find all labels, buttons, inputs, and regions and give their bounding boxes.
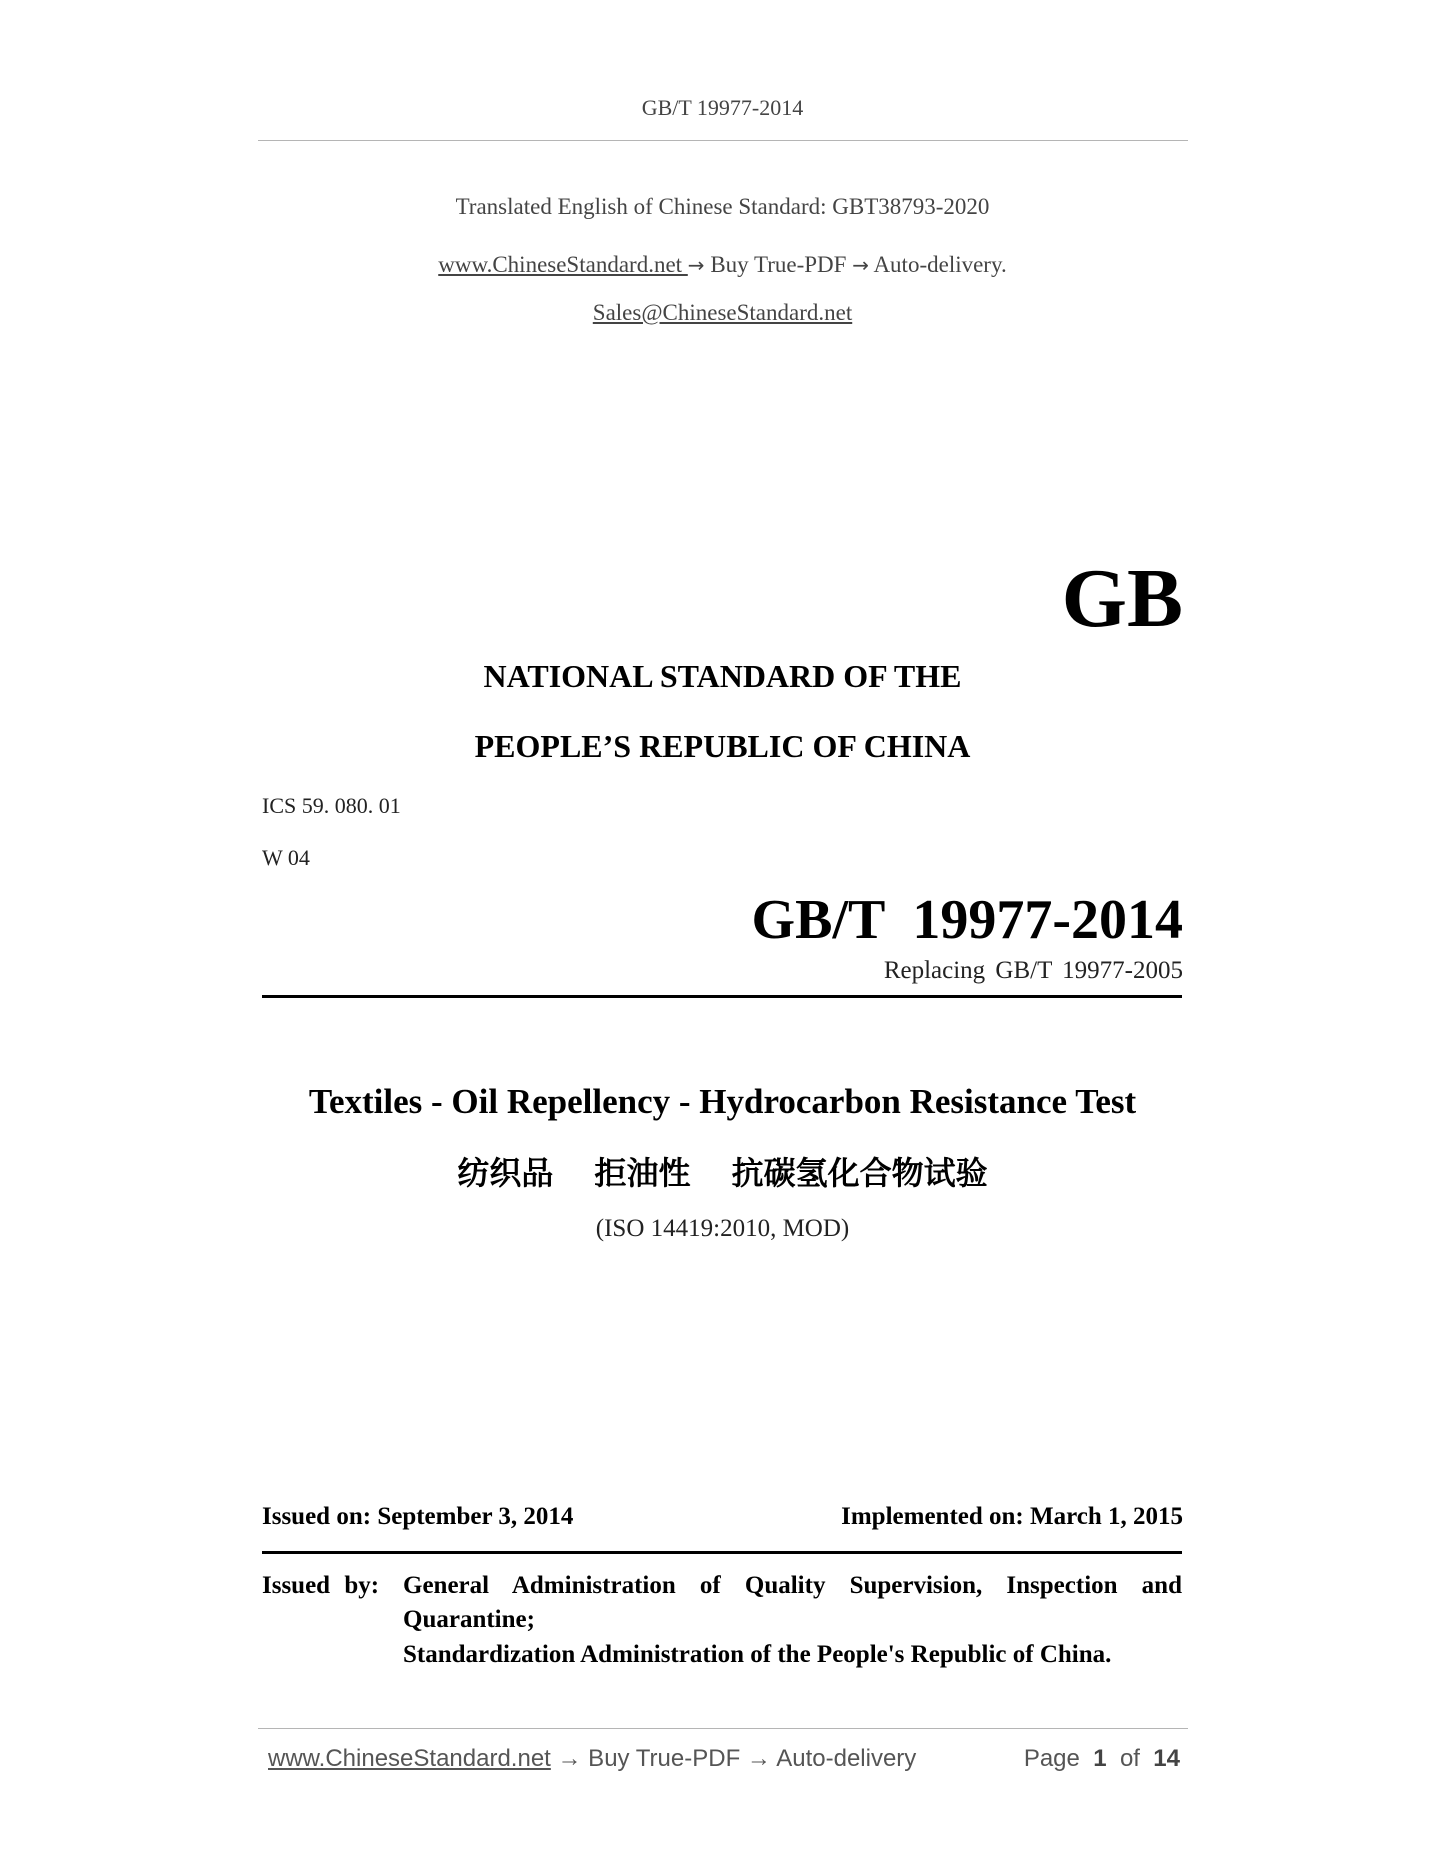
cover-divider-top: [262, 995, 1182, 998]
issued-on-date: Issued on: September 3, 2014: [262, 1503, 574, 1530]
national-standard-line1: NATIONAL STANDARD OF THE: [483, 658, 962, 694]
replacing-note: Replacing GB/T 19977-2005: [883, 957, 1183, 984]
sales-email-line: [0, 300, 1445, 326]
footer-divider: [258, 1728, 1188, 1729]
header-divider: [258, 140, 1188, 141]
page-current: 1: [1093, 1745, 1107, 1772]
page-indicator: [1024, 1745, 1180, 1773]
implemented-on-date: Implemented on: March 1, 2015: [841, 1503, 1183, 1530]
right-arrow-icon: →: [687, 253, 705, 277]
issued-by-label: Issued by:: [262, 1572, 380, 1599]
right-arrow-icon: →: [746, 1745, 771, 1772]
buy-text: Buy True-PDF: [704, 252, 853, 277]
page-label: Page: [1023, 1745, 1080, 1772]
issued-by-line1: General Administration of Quality Supervision, Inspection and: [403, 1572, 1182, 1599]
standard-number: GB/T 19977-2014: [751, 889, 1183, 951]
buy-line: [0, 252, 1445, 278]
footer-auto-delivery-text: Auto-delivery: [770, 1745, 917, 1772]
title-chinese: 纺织品 拒油性 抗碳氢化合物试验: [457, 1154, 988, 1192]
of-label: of: [1119, 1745, 1140, 1772]
issued-by-line3: Standardization Administration of the People's Republic of China.: [403, 1641, 1112, 1668]
issued-by-line2: Quarantine;: [403, 1606, 535, 1633]
national-standard-line2: PEOPLE’S REPUBLIC OF CHINA: [474, 728, 971, 764]
footer-buy-text: Buy True-PDF: [581, 1745, 747, 1772]
sales-email-link[interactable]: Sales@ChineseStandard.net: [592, 300, 853, 325]
translated-notice: Translated English of Chinese Standard: GBT38793-2020: [455, 194, 990, 219]
site-link[interactable]: www.ChineseStandard.net: [438, 252, 688, 277]
right-arrow-icon: →: [852, 253, 869, 277]
page-total: 14: [1153, 1745, 1180, 1772]
ics-code: ICS 59. 080. 01: [262, 793, 401, 818]
gb-mark: GB: [1061, 552, 1183, 645]
footer-buy-line: [268, 1745, 916, 1773]
iso-reference: (ISO 14419:2010, MOD): [595, 1215, 850, 1242]
classification-code: W 04: [262, 845, 310, 870]
auto-delivery-text: Auto-delivery.: [868, 252, 1007, 277]
footer-site-link[interactable]: www.ChineseStandard.net: [268, 1745, 551, 1772]
cover-divider-bottom: [262, 1551, 1182, 1554]
right-arrow-icon: →: [550, 1745, 582, 1772]
title-english: Textiles - Oil Repellency - Hydrocarbon Resistance Test: [308, 1082, 1137, 1121]
header-standard-code: GB/T 19977-2014: [641, 95, 804, 120]
